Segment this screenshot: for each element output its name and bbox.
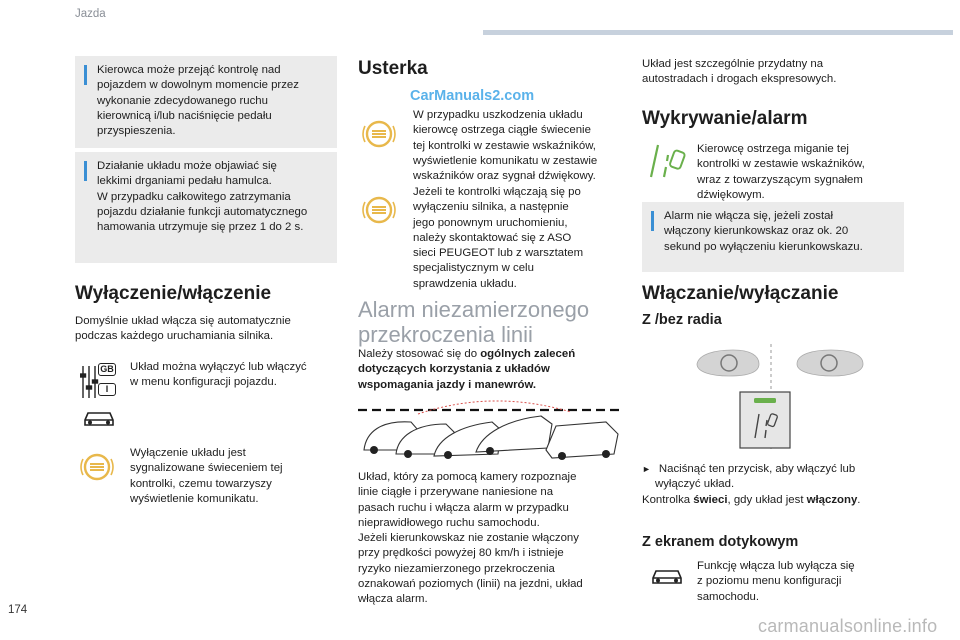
site-watermark: carmanualsonline.info [758,616,938,636]
info-note-1 [75,56,337,148]
car-menu-icon [82,408,116,433]
subheading-with-radio: Z /bez radia [642,312,722,328]
carmanuals-watermark: CarManuals2.com [410,88,535,104]
section-label: Jazda [75,8,106,20]
header-bar [483,30,953,35]
section-heading-enable-disable: Włączanie/wyłączanie [642,283,839,304]
info-note-text: Kierowca może przejąć kontrolę nad pojazdem w dowolnym momencie przez wykonanie zdecydowanego ruchu kierownicą i/lub naciśnięcie pedału przyspieszenia. [97,64,299,138]
press-button-text: ► Naciśnąć ten przycisk, aby włączyć lub wyłączyć układ. Kontrolka świeci, gdy układ jest włączony. [642,463,861,506]
language-i-badge: I [98,383,116,396]
lane-departure-green-icon [648,143,686,184]
lane-alarm-title: Alarm niezamierzonego przekroczenia linii [358,297,590,347]
car-menu-icon [650,566,684,591]
detection-text: Kierowcę ostrzega miganie tej kontrolki w zestawie wskaźników, wraz z towarzyszącym sygnałem dźwiękowym. [697,143,865,201]
section-heading-fault: Usterka [358,58,428,79]
subheading-touchscreen: Z ekranem dotykowym [642,534,799,550]
bullet-icon: ► [642,464,651,474]
section-heading-detection: Wykrywanie/alarm [642,108,808,129]
dashboard-button-illustration [693,342,865,452]
info-note-text: Alarm nie włącza się, jeżeli został włączony kierunkowskaz oraz ok. 20 sekund po wyłączeniu kierunkowskazu. [664,210,863,253]
fault-amber-icon-1 [362,117,396,156]
fault-amber-icon-2 [362,193,396,232]
language-gb-badge: GB [98,363,116,376]
fault-text-2: Jeżeli te kontrolki włączają się po wyłączeniu silnika, a następnie jego ponownym uruchomieniu, należy skontaktować się z ASO sieci PEUGEOT lub z warsztatem specjalistycznym w celu sprawdzenia układu. [413,186,584,290]
info-note-2 [75,152,337,263]
touchscreen-text: Funkcję włącza lub wyłącza się z poziomu menu konfiguracji samochodu. [697,560,855,603]
section-heading-disable-enable: Wyłączenie/włączenie [75,283,272,304]
disabled-indicator-text: Wyłączenie układu jest sygnalizowane świeceniem tej kontrolki, czemu towarzyszy wyświetlenie komunikatu. [130,447,283,505]
disable-enable-intro: Domyślnie układ włącza się automatycznie podczas każdego uruchamiania silnika. [75,315,291,343]
usage-intro: Układ jest szczególnie przydatny na autostradach i drogach ekspresowych. [642,58,837,86]
fault-text-1: W przypadku uszkodzenia układu kierowcę ostrzega ciągłe świecenie tej kontrolki w zestawie wskaźników, wyświetlenie komunikatu w zestawie wskaźników oraz sygnał dźwiękowy. [413,109,598,183]
disable-via-menu-text: Układ można wyłączyć lub włączyć w menu konfiguracji pojazdu. [130,361,307,389]
info-note-text: Działanie układu może objawiać się lekkimi drganiami pedału hamulca. W przypadku całkowitego zatrzymania pojazdu działanie funkcji automatycznego hamowania utrzymuje się przez 1 do 2 s. [97,160,308,234]
lane-alarm-body: Układ, który za pomocą kamery rozpoznaje linie ciągłe i przerywane naniesione na pasach ruchu i włącza alarm w przypadku nieprawidłowego ruchu samochodu. Jeżeli kierunkowskaz nie zostanie włączony przy prędkości powyżej 80 km/h i istnieje ryzyko niezamierzonego przekroczenia oznakowań poziomych (linii) na jezdni, układ włącza alarm. [358,471,583,606]
lane-drift-illustration [356,392,621,462]
turn-signal-note [642,202,904,272]
warning-lane-amber-icon [80,450,114,489]
info-note-marker [651,211,654,231]
info-note-marker [84,65,87,85]
recommendation-text: Należy stosować się do ogólnych zaleceń dotyczących korzystania z układów wspomagania jazdy i manewrów. [358,348,576,391]
page-number: 174 [8,604,28,616]
info-note-marker [84,161,87,181]
